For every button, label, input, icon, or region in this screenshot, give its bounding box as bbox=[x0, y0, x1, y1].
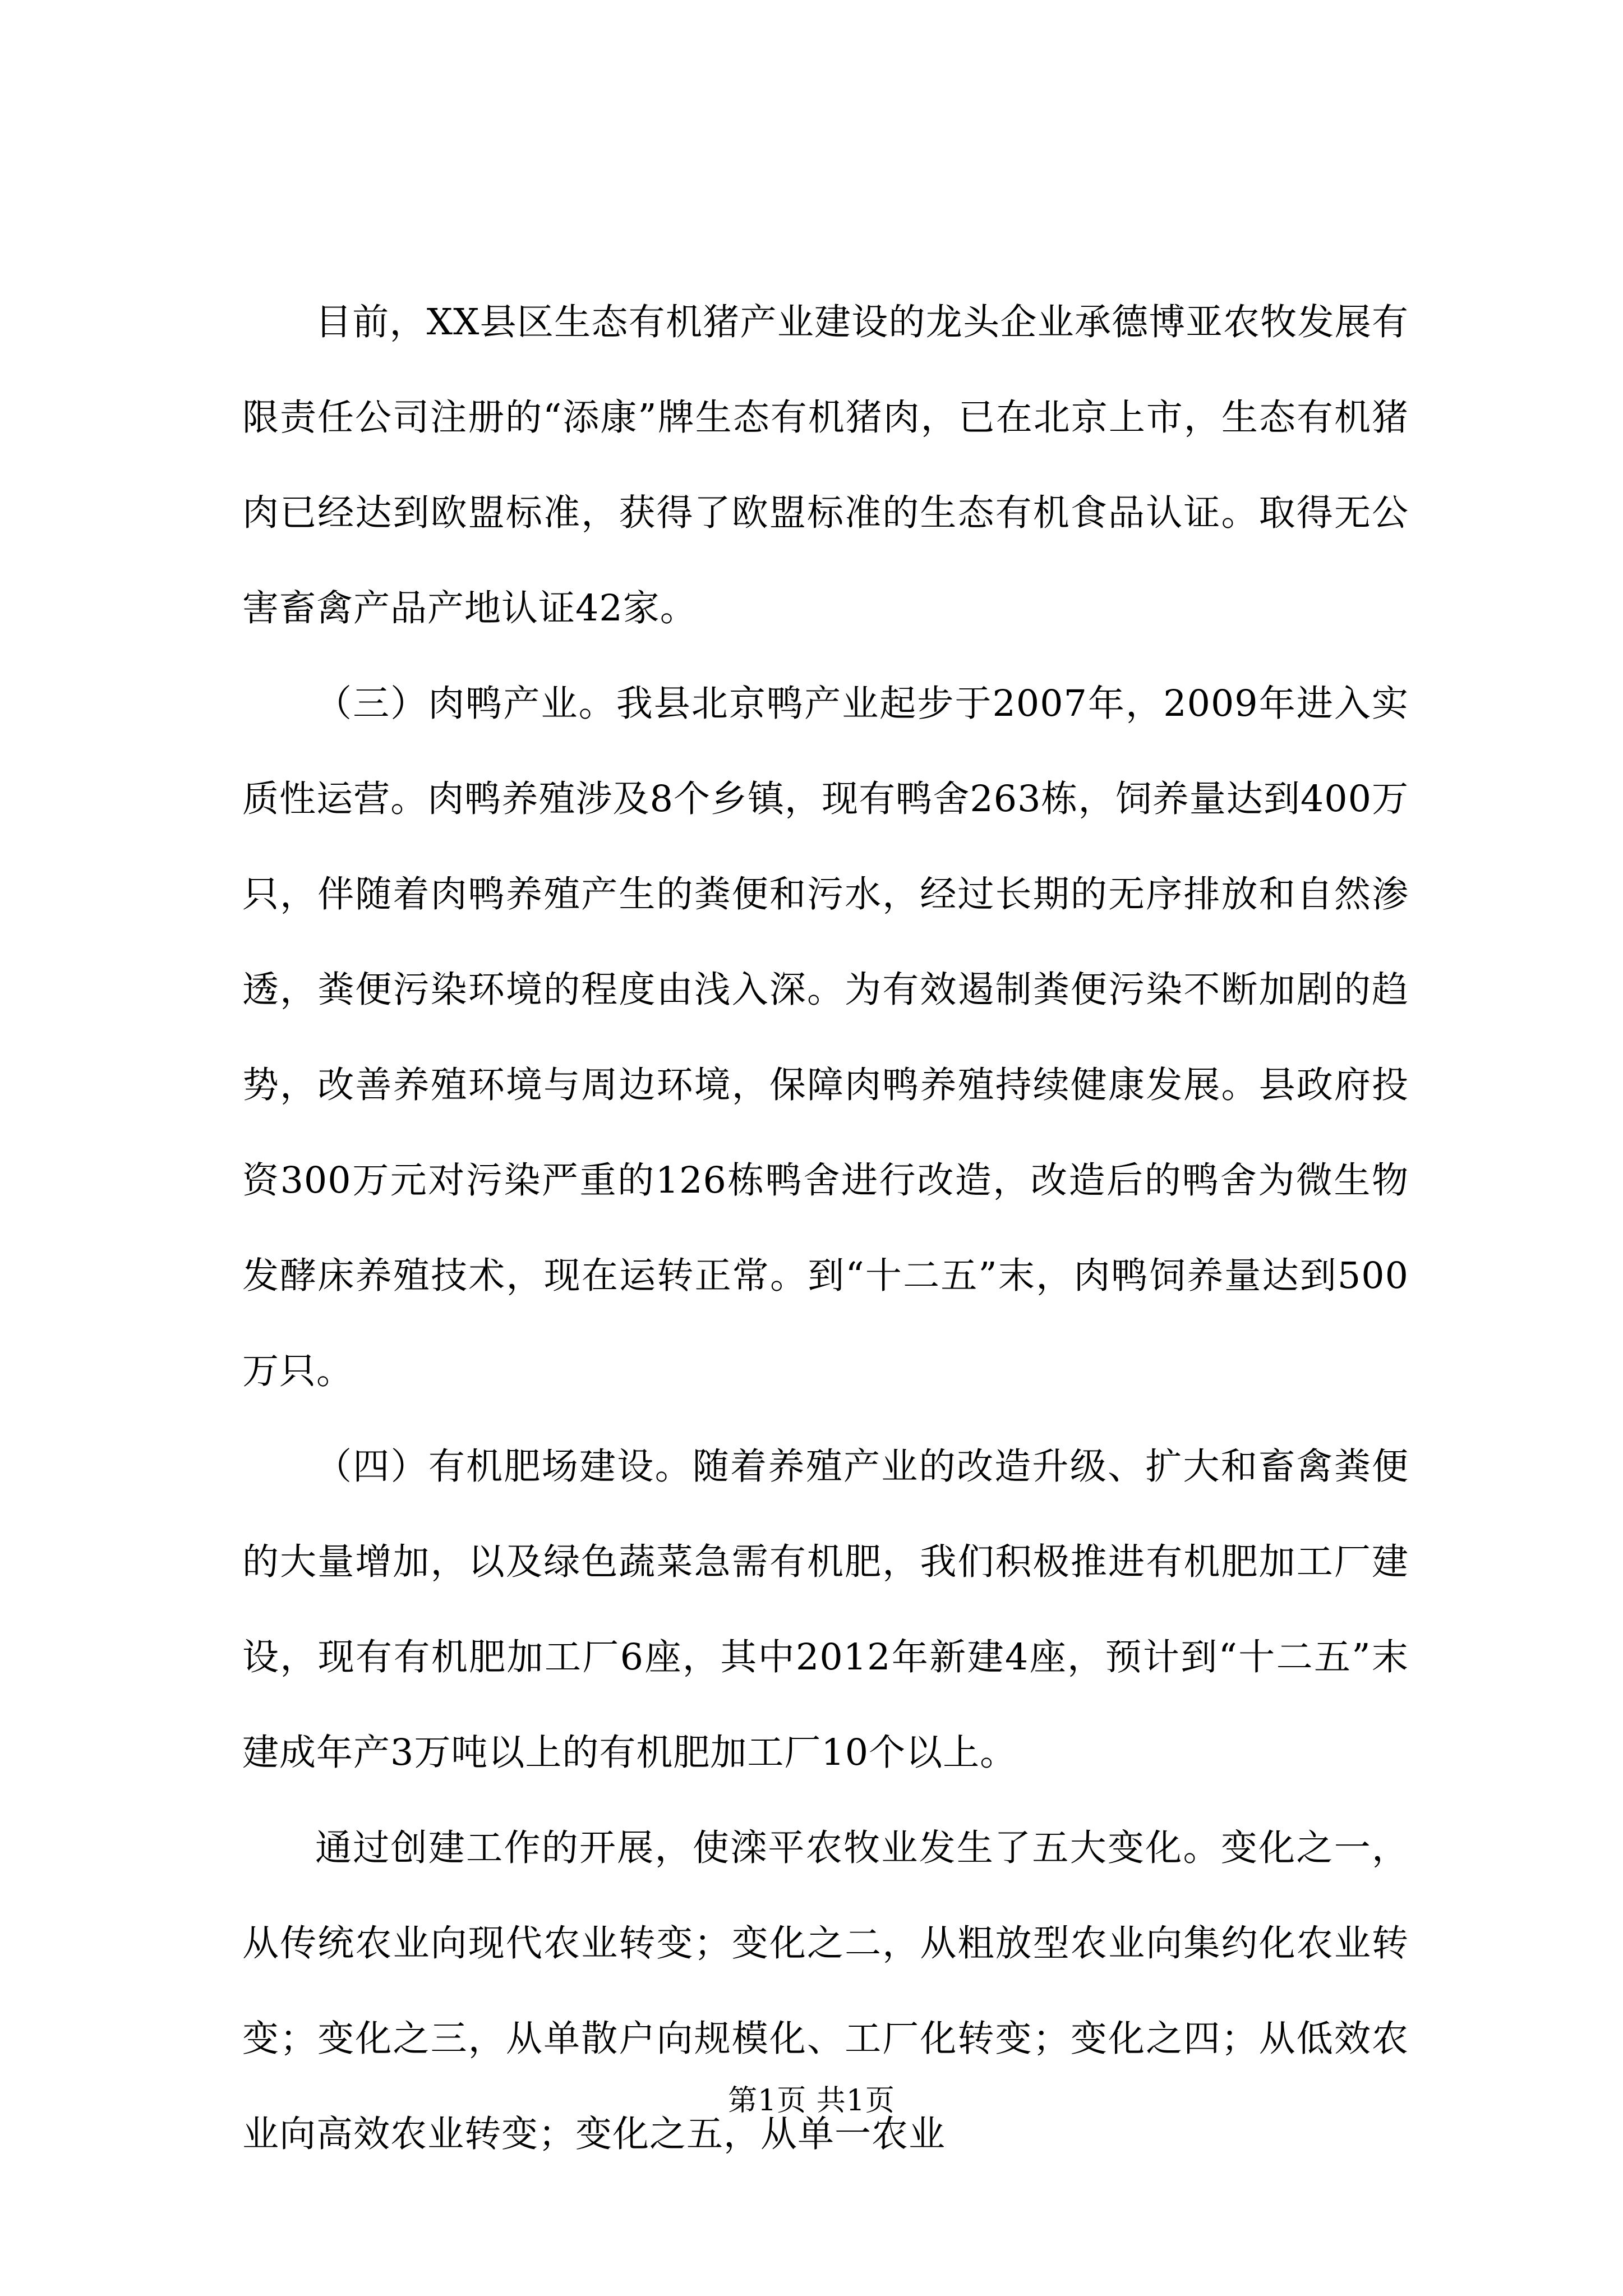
paragraph-organic-fertilizer: （四）有机肥场建设。随着养殖产业的改造升级、扩大和畜禽粪便的大量增加，以及绿色蔬菜急需有机肥，我们积极推进有机肥加工厂建设，现有有机肥加工厂6座，其中2012年新建4座，预计到“十二五”末建成年产3万吨以上的有机肥加工厂10个以上。 bbox=[242, 1446, 1409, 1774]
paragraph-organic-pork: 目前，XX县区生态有机猪产业建设的龙头企业承德博亚农牧发展有限责任公司注册的“添康”牌生态有机猪肉，已在北京上市，生态有机猪肉已经达到欧盟标准，获得了欧盟标准的生态有机食品认证。取得无公害畜禽产品产地认证42家。 bbox=[242, 301, 1409, 629]
paragraph-five-changes: 通过创建工作的开展，使滦平农牧业发生了五大变化。变化之一，从传统农业向现代农业转变；变化之二，从粗放型农业向集约化农业转变；变化之三，从单散户向规模化、工厂化转变；变化之四；从低效农业向高效农业转变；变化之五，从单一农业 bbox=[242, 1827, 1409, 2155]
page-footer: 第1页 共1页 bbox=[728, 2084, 895, 2118]
paragraph-duck-industry: （三）肉鸭产业。我县北京鸭产业起步于2007年，2009年进入实质性运营。肉鸭养殖涉及8个乡镇，现有鸭舍263栋，饲养量达到400万只，伴随着肉鸭养殖产生的粪便和污水，经过长期的无序排放和自然渗透，粪便污染环境的程度由浅入深。为有效遏制粪便污染不断加剧的趋势，改善养殖环境与周边环境，保障肉鸭养殖持续健康发展。县政府投资300万元对污染严重的126栋鸭舍进行改造，改造后的鸭舍为微生物发酵床养殖技术，现在运转正常。到“十二五”末，肉鸭饲养量达到500万只。 bbox=[242, 683, 1409, 1392]
document-body bbox=[242, 275, 1409, 2182]
